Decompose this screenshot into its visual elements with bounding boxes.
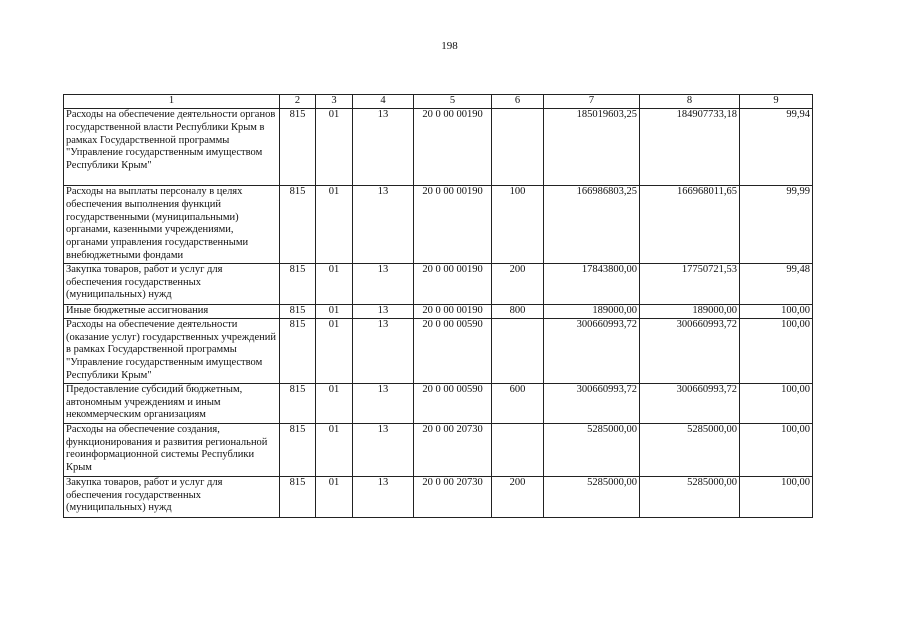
- column-header: 4: [353, 95, 414, 109]
- table-row: [64, 476, 813, 517]
- subsection-code-cell: 13: [353, 476, 414, 517]
- table-row: [64, 383, 813, 423]
- planned-amount-cell: 185019603,25: [544, 109, 640, 186]
- actual-amount-cell: 300660993,72: [640, 383, 740, 423]
- planned-amount-cell: 5285000,00: [544, 476, 640, 517]
- subsection-code-cell: 13: [353, 304, 414, 318]
- actual-amount-cell: 5285000,00: [640, 423, 740, 476]
- department-code-cell: 815: [280, 186, 316, 264]
- section-code-cell: 01: [316, 423, 353, 476]
- column-header: 2: [280, 95, 316, 109]
- expense-name-cell: Расходы на обеспечение деятельности (оказание услуг) государственных учреждений в рамках Государственной программы "Управление государственным имуществом Республики Крым": [64, 318, 280, 383]
- expense-name-cell: Расходы на обеспечение деятельности органов государственной власти Республики Крым в рамках Государственной программы "Управление государственным имуществом Республики Крым": [64, 109, 280, 186]
- section-code-cell: 01: [316, 476, 353, 517]
- actual-amount-cell: 189000,00: [640, 304, 740, 318]
- planned-amount-cell: 5285000,00: [544, 423, 640, 476]
- execution-percent-cell: 99,99: [740, 186, 813, 264]
- expense-name-cell: Закупка товаров, работ и услуг для обеспечения государственных (муниципальных) нужд: [64, 263, 280, 304]
- execution-percent-cell: 99,94: [740, 109, 813, 186]
- execution-percent-cell: 100,00: [740, 304, 813, 318]
- table-header-row: [64, 95, 813, 109]
- expense-name-cell: Закупка товаров, работ и услуг для обеспечения государственных (муниципальных) нужд: [64, 476, 280, 517]
- expense-type-code-cell: 200: [492, 263, 544, 304]
- planned-amount-cell: 300660993,72: [544, 383, 640, 423]
- execution-percent-cell: 100,00: [740, 423, 813, 476]
- department-code-cell: 815: [280, 318, 316, 383]
- column-header: 8: [640, 95, 740, 109]
- planned-amount-cell: 300660993,72: [544, 318, 640, 383]
- table-row: [64, 263, 813, 304]
- table-row: [64, 318, 813, 383]
- table-body: [64, 109, 813, 518]
- actual-amount-cell: 17750721,53: [640, 263, 740, 304]
- target-item-code-cell: 20 0 00 00590: [414, 318, 492, 383]
- expense-name-cell: Иные бюджетные ассигнования: [64, 304, 280, 318]
- expense-name-cell: Расходы на обеспечение создания, функционирования и развития региональной геоинформационной системы Республики Крым: [64, 423, 280, 476]
- column-header: 1: [64, 95, 280, 109]
- planned-amount-cell: 17843800,00: [544, 263, 640, 304]
- section-code-cell: 01: [316, 109, 353, 186]
- table-row: [64, 109, 813, 186]
- execution-percent-cell: 99,48: [740, 263, 813, 304]
- subsection-code-cell: 13: [353, 263, 414, 304]
- column-header: 3: [316, 95, 353, 109]
- target-item-code-cell: 20 0 00 00590: [414, 383, 492, 423]
- expense-type-code-cell: 600: [492, 383, 544, 423]
- table-row: [64, 186, 813, 264]
- expense-type-code-cell: [492, 318, 544, 383]
- department-code-cell: 815: [280, 304, 316, 318]
- department-code-cell: 815: [280, 476, 316, 517]
- section-code-cell: 01: [316, 304, 353, 318]
- target-item-code-cell: 20 0 00 00190: [414, 304, 492, 318]
- target-item-code-cell: 20 0 00 00190: [414, 263, 492, 304]
- table-row: [64, 304, 813, 318]
- planned-amount-cell: 166986803,25: [544, 186, 640, 264]
- subsection-code-cell: 13: [353, 109, 414, 186]
- actual-amount-cell: 5285000,00: [640, 476, 740, 517]
- section-code-cell: 01: [316, 186, 353, 264]
- target-item-code-cell: 20 0 00 20730: [414, 476, 492, 517]
- subsection-code-cell: 13: [353, 318, 414, 383]
- table-row: [64, 423, 813, 476]
- actual-amount-cell: 300660993,72: [640, 318, 740, 383]
- expense-type-code-cell: 800: [492, 304, 544, 318]
- page-number: 198: [441, 40, 458, 52]
- target-item-code-cell: 20 0 00 20730: [414, 423, 492, 476]
- column-header: 5: [414, 95, 492, 109]
- subsection-code-cell: 13: [353, 186, 414, 264]
- column-header: 7: [544, 95, 640, 109]
- planned-amount-cell: 189000,00: [544, 304, 640, 318]
- target-item-code-cell: 20 0 00 00190: [414, 109, 492, 186]
- execution-percent-cell: 100,00: [740, 318, 813, 383]
- execution-percent-cell: 100,00: [740, 476, 813, 517]
- actual-amount-cell: 184907733,18: [640, 109, 740, 186]
- column-header: 6: [492, 95, 544, 109]
- expense-type-code-cell: 100: [492, 186, 544, 264]
- subsection-code-cell: 13: [353, 383, 414, 423]
- department-code-cell: 815: [280, 423, 316, 476]
- section-code-cell: 01: [316, 263, 353, 304]
- target-item-code-cell: 20 0 00 00190: [414, 186, 492, 264]
- actual-amount-cell: 166968011,65: [640, 186, 740, 264]
- execution-percent-cell: 100,00: [740, 383, 813, 423]
- expense-type-code-cell: [492, 109, 544, 186]
- column-header: 9: [740, 95, 813, 109]
- section-code-cell: 01: [316, 383, 353, 423]
- expense-name-cell: Расходы на выплаты персоналу в целях обеспечения выполнения функций государственными (муниципальными) органами, казенными учреждениями, органами управления государственными внебюджетными фондами: [64, 186, 280, 264]
- department-code-cell: 815: [280, 383, 316, 423]
- department-code-cell: 815: [280, 263, 316, 304]
- budget-table: [63, 94, 813, 518]
- expense-type-code-cell: 200: [492, 476, 544, 517]
- department-code-cell: 815: [280, 109, 316, 186]
- section-code-cell: 01: [316, 318, 353, 383]
- expense-type-code-cell: [492, 423, 544, 476]
- expense-name-cell: Предоставление субсидий бюджетным, автономным учреждениям и иным некоммерческим организациям: [64, 383, 280, 423]
- subsection-code-cell: 13: [353, 423, 414, 476]
